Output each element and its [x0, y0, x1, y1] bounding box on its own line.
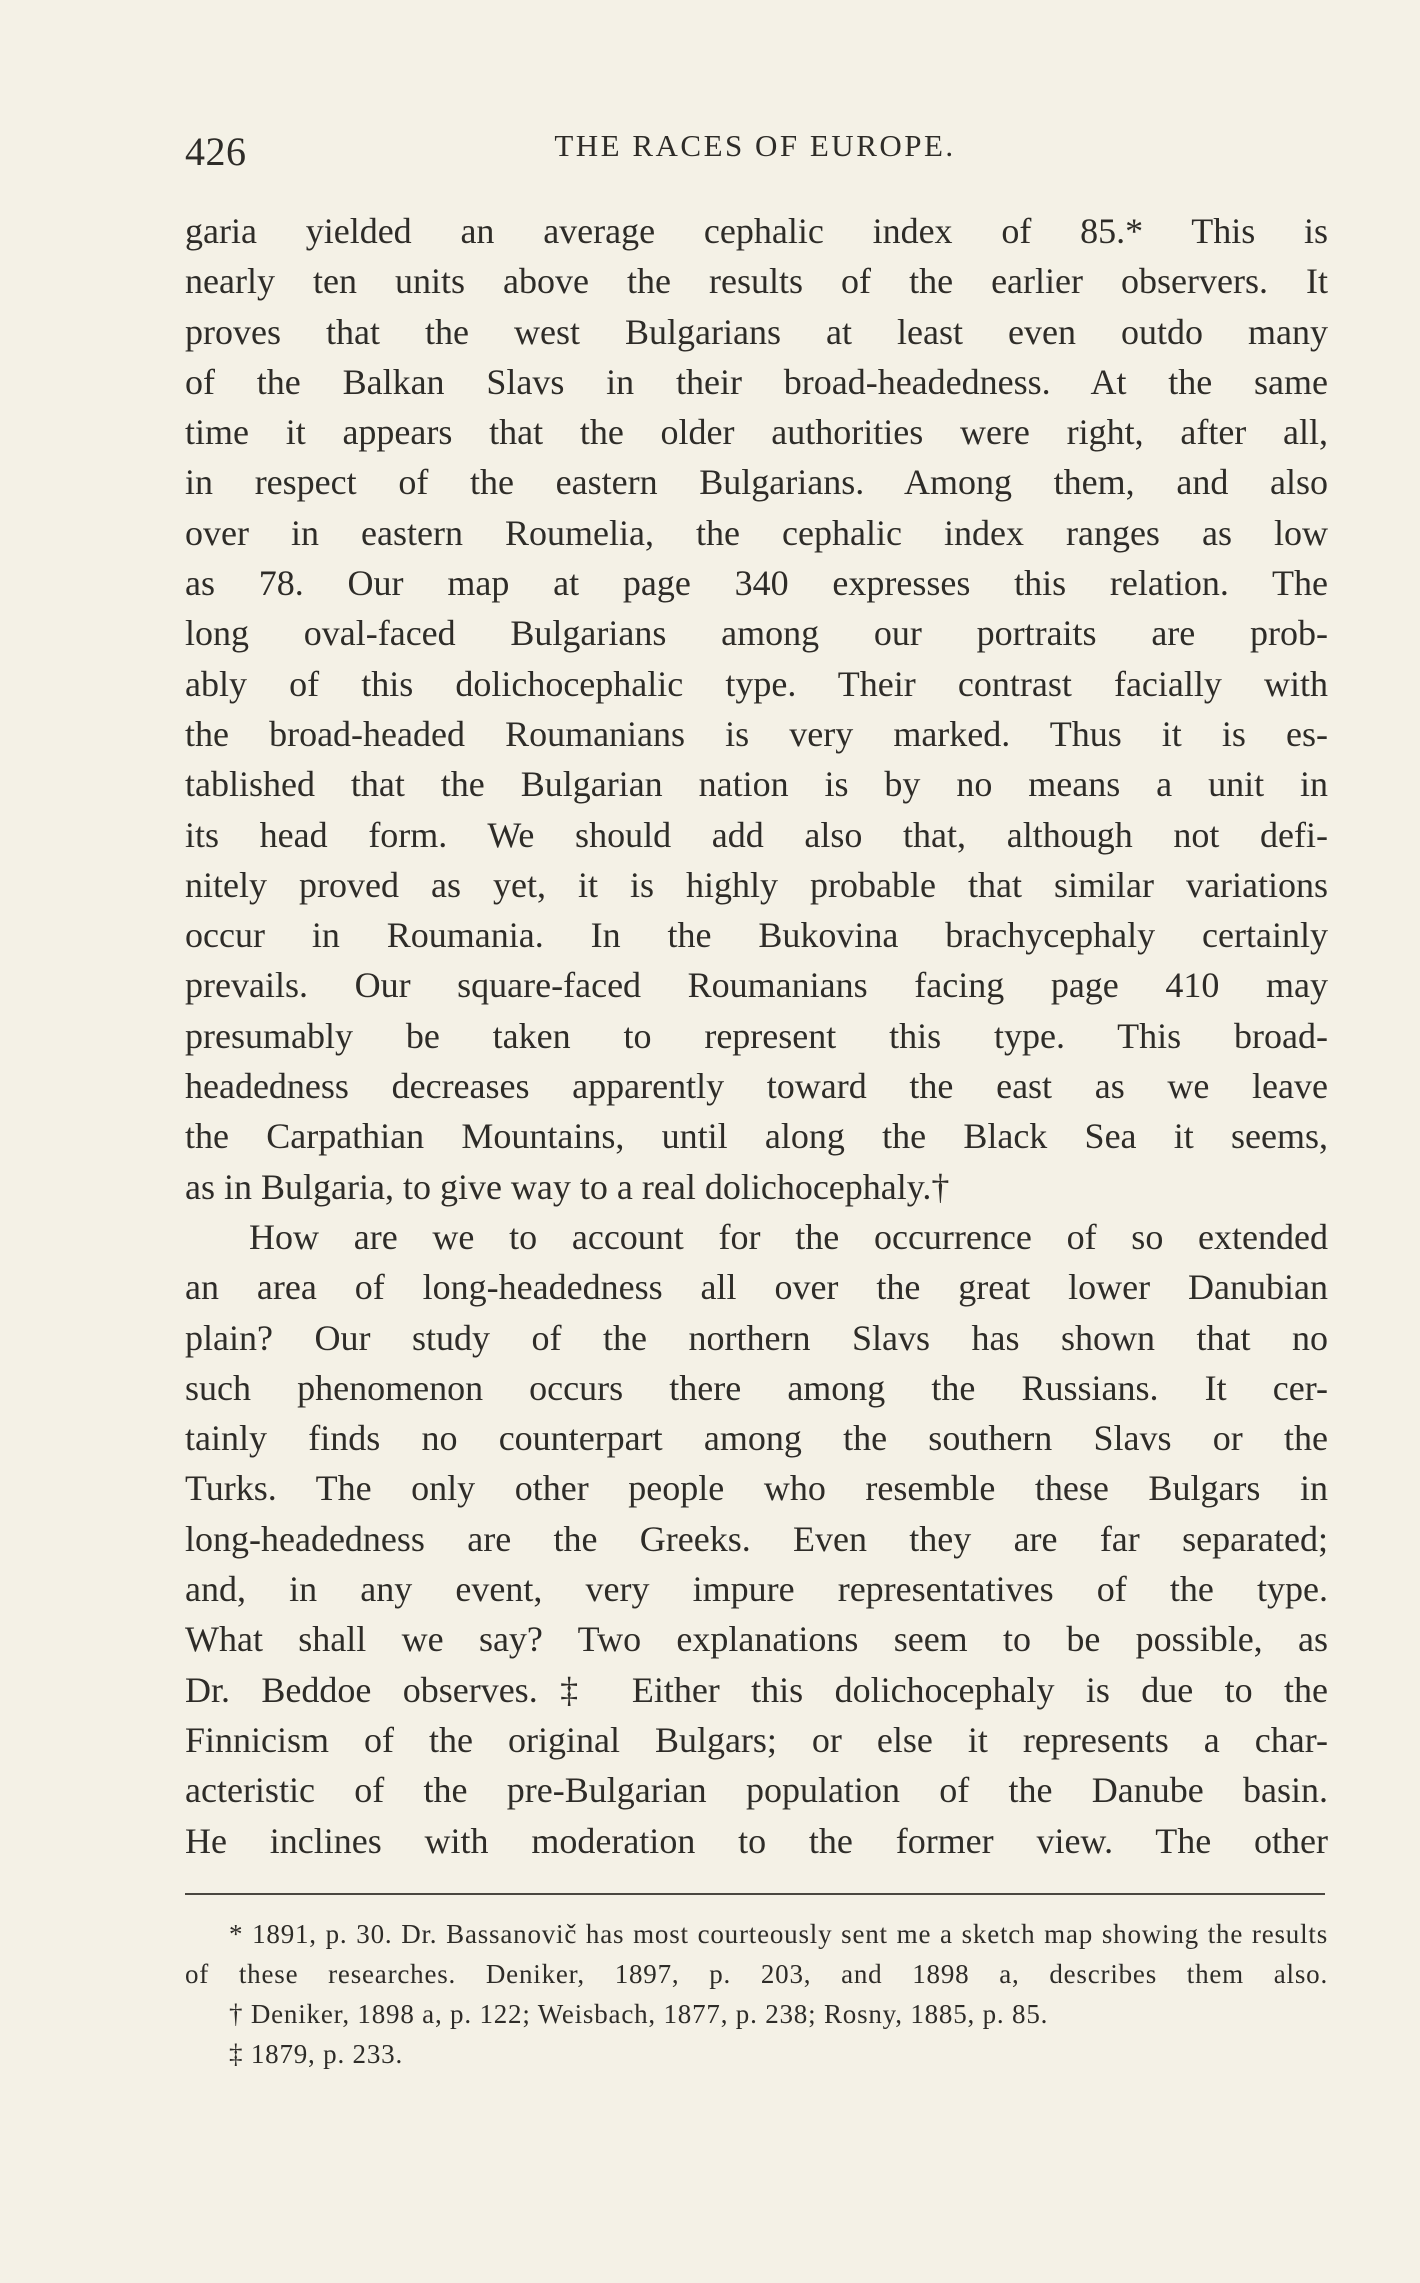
text-line: an area of long-headedness all over the great lower Danubian [185, 1267, 1328, 1308]
text-line: nitely proved as yet, it is highly probable that similar variations [185, 864, 1328, 905]
text-line: nearly ten units above the results of the earlier observers. It [185, 261, 1328, 302]
text-line: Dr. Beddoe observes.‡ Either this dolichocephaly is due to the [185, 1669, 1328, 1710]
text-line: What shall we say? Two explanations seem to be possible, as [185, 1619, 1328, 1660]
text-line: long-headedness are the Greeks. Even they are far separated; [185, 1518, 1328, 1559]
text-line: headedness decreases apparently toward the east as we leave [185, 1066, 1328, 1107]
text-line: its head form. We should add also that, although not defi- [185, 814, 1328, 855]
text-line: plain? Our study of the northern Slavs has shown that no [185, 1317, 1328, 1358]
text-line: such phenomenon occurs there among the Russians. It cer- [185, 1367, 1328, 1408]
running-head: THE RACES OF EUROPE. [554, 128, 956, 163]
footnote-3: ‡ 1879, p. 233. [229, 2039, 403, 2069]
text-line: as in Bulgaria, to give way to a real dolichocephaly.† [185, 1166, 950, 1207]
text-line: as 78. Our map at page 340 expresses this relation. The [185, 563, 1328, 604]
text-line: in respect of the eastern Bulgarians. Among them, and also [185, 462, 1328, 503]
text-line: acteristic of the pre-Bulgarian population of the Danube basin. [185, 1770, 1328, 1811]
paragraph-1 [185, 206, 1328, 1212]
footnote-1: * 1891, p. 30. Dr. Bassanovič has most courteously sent me a sketch map showing the results of these researches. Deniker, 1897, p. 203, and 1898 a, describes them also. [185, 1919, 1328, 1989]
text-line: garia yielded an average cephalic index of 85.* This is [185, 211, 1328, 251]
text-line: tainly finds no counterpart among the southern Slavs or the [185, 1418, 1328, 1459]
body-text [185, 206, 1328, 1866]
footnote-2: † Deniker, 1898 a, p. 122; Weisbach, 1877, p. 238; Rosny, 1885, p. 85. [229, 1999, 1049, 2029]
page-header [185, 124, 1325, 184]
text-line: occur in Roumania. In the Bukovina brachycephaly certainly [185, 915, 1328, 956]
text-line: time it appears that the older authorities were right, after all, [185, 412, 1328, 453]
page-number: 426 [185, 129, 247, 174]
text-line: He inclines with moderation to the former view. The other [185, 1820, 1328, 1861]
text-line: Finnicism of the original Bulgars; or else it represents a char- [185, 1719, 1328, 1760]
text-line: tablished that the Bulgarian nation is by no means a unit in [185, 764, 1328, 805]
text-line: prevails. Our square-faced Roumanians facing page 410 may [185, 965, 1328, 1006]
text-line: of the Balkan Slavs in their broad-headedness. At the same [185, 361, 1328, 402]
paragraph-2 [185, 1212, 1328, 1866]
text-line: over in eastern Roumelia, the cephalic index ranges as low [185, 512, 1328, 553]
text-line: long oval-faced Bulgarians among our portraits are prob- [185, 613, 1328, 654]
text-line: How are we to account for the occurrence of so extended [249, 1216, 1328, 1257]
text-line: the Carpathian Mountains, until along the Black Sea it seems, [185, 1116, 1328, 1157]
text-line: presumably be taken to represent this type. This broad- [185, 1015, 1328, 1056]
text-line: Turks. The only other people who resemble these Bulgars in [185, 1468, 1328, 1509]
text-line: proves that the west Bulgarians at least even outdo many [185, 311, 1328, 352]
text-line: the broad-headed Roumanians is very marked. Thus it is es- [185, 713, 1328, 754]
footnote-rule [185, 1893, 1325, 1895]
footnotes [185, 1914, 1328, 2074]
text-line: ably of this dolichocephalic type. Their contrast facially with [185, 663, 1328, 704]
text-line: and, in any event, very impure representatives of the type. [185, 1569, 1328, 1610]
